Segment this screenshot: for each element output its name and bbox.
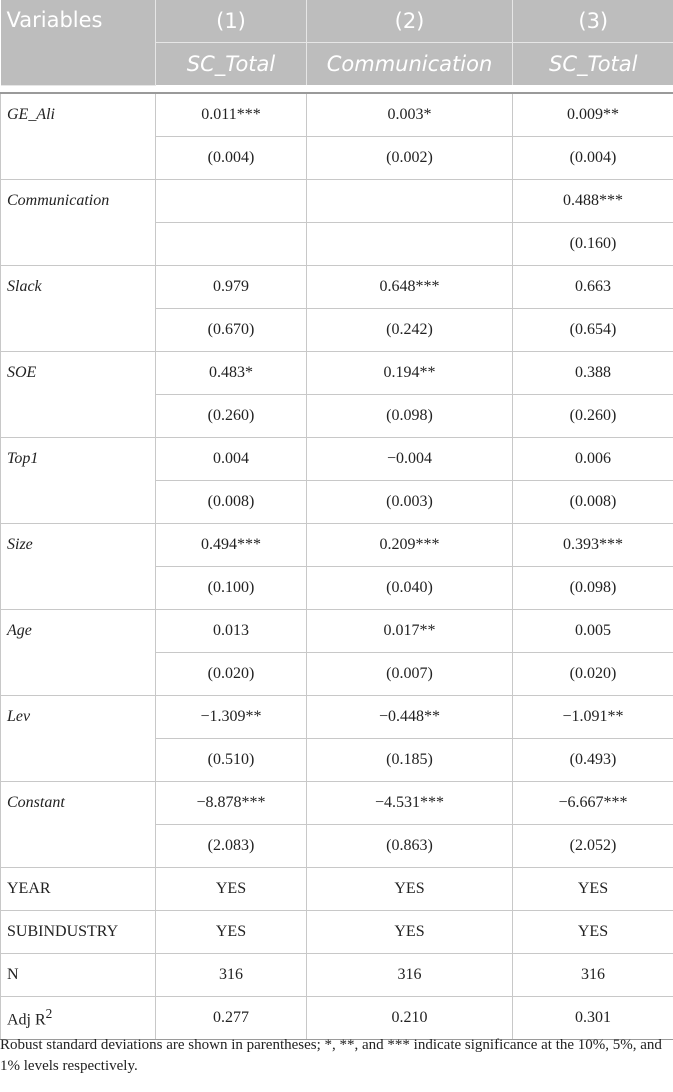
adj-r2-text: Adj R — [7, 1011, 46, 1029]
table-row — [1, 695, 673, 738]
coefficient-cell: 0.005 — [513, 609, 673, 652]
control-value-cell: YES — [307, 910, 513, 953]
control-name: N — [1, 953, 156, 996]
variable-name: SOE — [1, 351, 156, 437]
std-error-cell: (0.260) — [513, 394, 673, 437]
variable-name: Communication — [1, 179, 156, 265]
adj-r2-label — [1, 996, 156, 1039]
std-error-cell — [156, 222, 307, 265]
control-name: SUBINDUSTRY — [1, 910, 156, 953]
std-error-cell: (0.510) — [156, 738, 307, 781]
coefficient-cell: 0.003* — [307, 93, 513, 137]
coefficient-cell — [307, 179, 513, 222]
std-error-cell: (0.493) — [513, 738, 673, 781]
control-name: YEAR — [1, 867, 156, 910]
coefficient-cell: 0.488*** — [513, 179, 673, 222]
control-value-cell: YES — [307, 867, 513, 910]
table-row — [1, 867, 673, 910]
std-error-cell: (0.260) — [156, 394, 307, 437]
coefficient-cell — [156, 179, 307, 222]
std-error-cell: (0.008) — [513, 480, 673, 523]
coefficient-cell: 0.648*** — [307, 265, 513, 308]
coefficient-cell: 0.011*** — [156, 93, 307, 137]
table-row — [1, 781, 673, 824]
table-row — [1, 93, 673, 137]
coefficient-cell: 0.006 — [513, 437, 673, 480]
variable-name: Age — [1, 609, 156, 695]
coefficient-cell: −0.448** — [307, 695, 513, 738]
variable-name: Slack — [1, 265, 156, 351]
std-error-cell: (0.670) — [156, 308, 307, 351]
dependent-var-2: Communication — [307, 43, 513, 86]
table-row — [1, 953, 673, 996]
coefficient-cell: 0.017** — [307, 609, 513, 652]
std-error-cell: (2.052) — [513, 824, 673, 867]
std-error-cell: (0.003) — [307, 480, 513, 523]
std-error-cell: (2.083) — [156, 824, 307, 867]
table-row — [1, 179, 673, 222]
control-value-cell: 316 — [156, 953, 307, 996]
variable-name: Top1 — [1, 437, 156, 523]
coefficient-cell: 0.388 — [513, 351, 673, 394]
std-error-cell: (0.160) — [513, 222, 673, 265]
dependent-var-3: SC_Total — [513, 43, 673, 86]
coefficient-cell: −6.667*** — [513, 781, 673, 824]
std-error-cell — [307, 222, 513, 265]
std-error-cell: (0.098) — [307, 394, 513, 437]
table-row — [1, 437, 673, 480]
adj-r2-value-cell: 0.277 — [156, 996, 307, 1039]
adj-r2-value-cell: 0.301 — [513, 996, 673, 1039]
table-row — [1, 996, 673, 1039]
coefficient-cell: 0.209*** — [307, 523, 513, 566]
std-error-cell: (0.007) — [307, 652, 513, 695]
col-number-2: (2) — [307, 0, 513, 43]
table-row — [1, 265, 673, 308]
coefficient-cell: −8.878*** — [156, 781, 307, 824]
coefficient-cell: 0.494*** — [156, 523, 307, 566]
control-value-cell: YES — [513, 867, 673, 910]
table-row — [1, 523, 673, 566]
table-body — [1, 85, 673, 1039]
std-error-cell: (0.242) — [307, 308, 513, 351]
std-error-cell: (0.654) — [513, 308, 673, 351]
std-error-cell: (0.098) — [513, 566, 673, 609]
coefficient-cell: 0.004 — [156, 437, 307, 480]
std-error-cell: (0.040) — [307, 566, 513, 609]
variable-name: Lev — [1, 695, 156, 781]
coefficient-cell: 0.013 — [156, 609, 307, 652]
std-error-cell: (0.004) — [156, 136, 307, 179]
coefficient-cell: 0.663 — [513, 265, 673, 308]
col-number-3: (3) — [513, 0, 673, 43]
control-value-cell: 316 — [307, 953, 513, 996]
variable-name: Size — [1, 523, 156, 609]
coefficient-cell: 0.009** — [513, 93, 673, 137]
coefficient-cell: −4.531*** — [307, 781, 513, 824]
col-number-1: (1) — [156, 0, 307, 43]
table-header — [1, 0, 673, 85]
dependent-var-1: SC_Total — [156, 43, 307, 86]
variables-header: Variables — [1, 0, 156, 85]
control-value-cell: 316 — [513, 953, 673, 996]
std-error-cell: (0.185) — [307, 738, 513, 781]
control-value-cell: YES — [156, 867, 307, 910]
table-row — [1, 910, 673, 953]
coefficient-cell: −1.309** — [156, 695, 307, 738]
coefficient-cell: −0.004 — [307, 437, 513, 480]
coefficient-cell: 0.483* — [156, 351, 307, 394]
control-value-cell: YES — [156, 910, 307, 953]
std-error-cell: (0.008) — [156, 480, 307, 523]
std-error-cell: (0.100) — [156, 566, 307, 609]
variable-name: Constant — [1, 781, 156, 867]
std-error-cell: (0.020) — [513, 652, 673, 695]
std-error-cell: (0.004) — [513, 136, 673, 179]
adj-r2-value-cell: 0.210 — [307, 996, 513, 1039]
coefficient-cell: 0.979 — [156, 265, 307, 308]
coefficient-cell: 0.194** — [307, 351, 513, 394]
adj-r2-superscript: 2 — [45, 1005, 53, 1021]
std-error-cell: (0.863) — [307, 824, 513, 867]
std-error-cell: (0.020) — [156, 652, 307, 695]
table-row — [1, 351, 673, 394]
std-error-cell: (0.002) — [307, 136, 513, 179]
coefficient-cell: 0.393*** — [513, 523, 673, 566]
control-value-cell: YES — [513, 910, 673, 953]
table-note: Robust standard deviations are shown in parentheses; *, **, and *** indicate significance at the 10%, 5%, and 1% levels respectively. — [0, 1037, 662, 1074]
table-row — [1, 609, 673, 652]
variable-name: GE_Ali — [1, 93, 156, 180]
coefficient-cell: −1.091** — [513, 695, 673, 738]
